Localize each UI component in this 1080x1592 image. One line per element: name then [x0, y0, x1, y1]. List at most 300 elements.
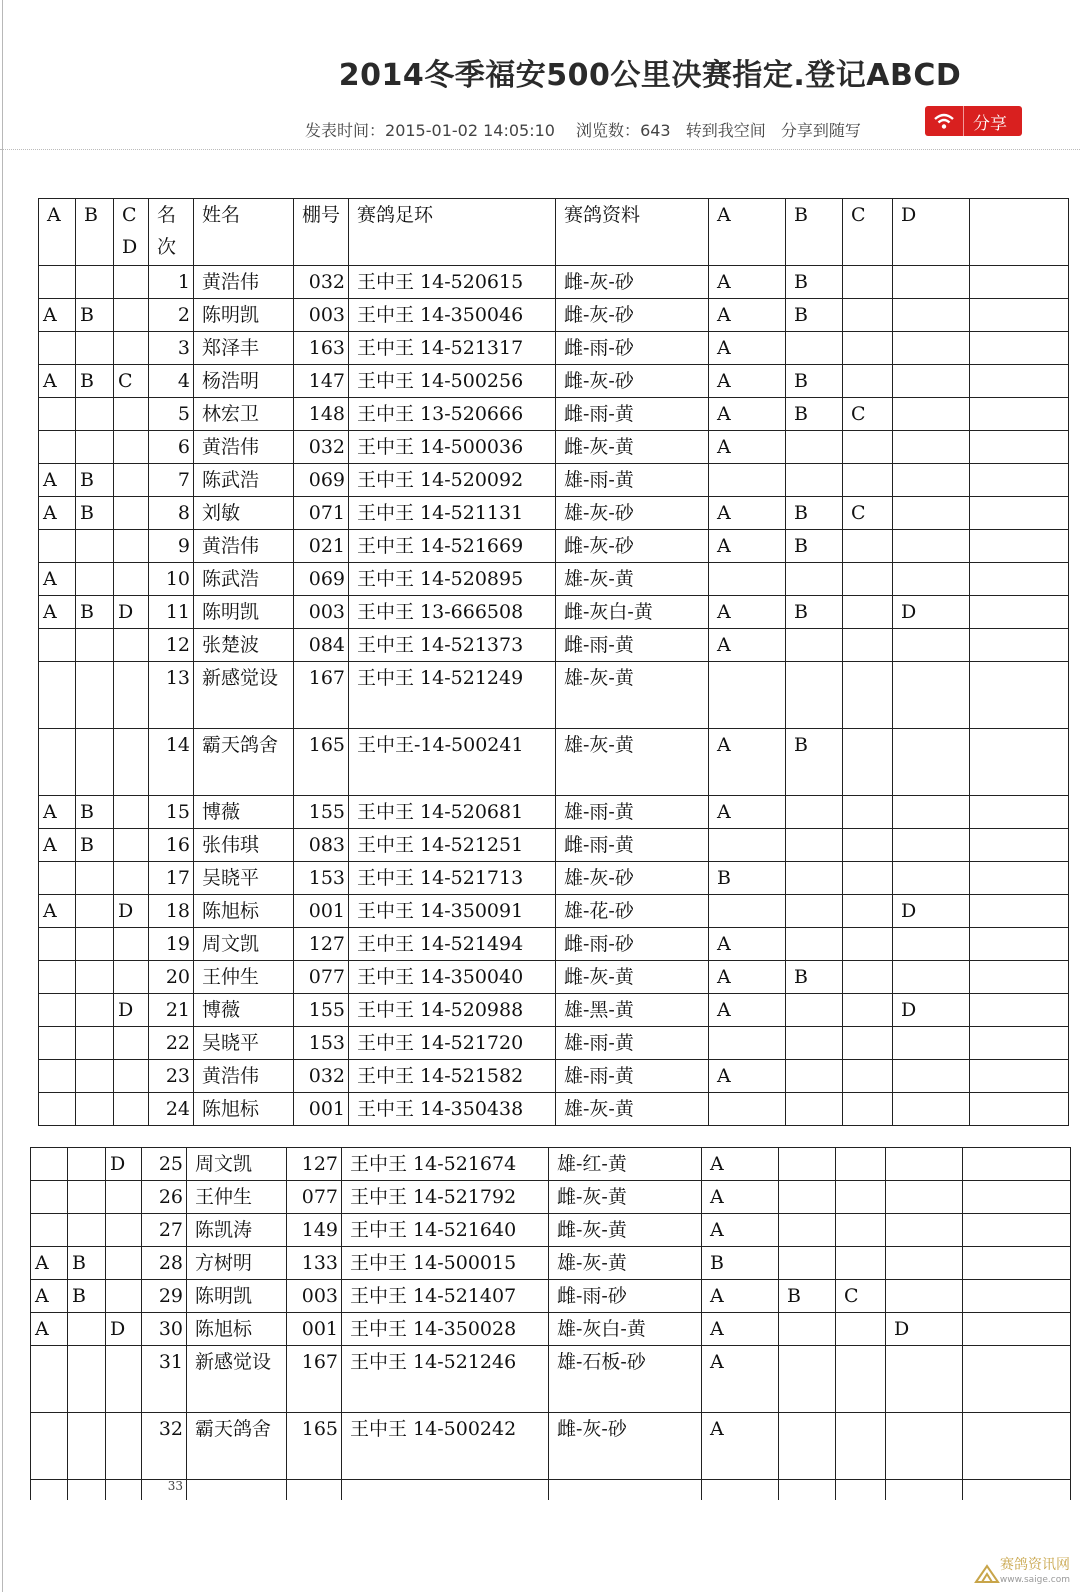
col-a — [31, 1181, 68, 1214]
col-a — [39, 431, 76, 464]
col-loft: 003 — [294, 299, 349, 332]
col-ring: 王中王 13-666508 — [349, 596, 556, 629]
col-name: 陈明凯 — [194, 299, 294, 332]
col-a: A — [39, 497, 76, 530]
col-reg-d — [893, 1060, 970, 1093]
col-reg-a: A — [702, 1346, 779, 1413]
col-reg-b — [786, 829, 843, 862]
col-ring: 王中王 14-521582 — [349, 1060, 556, 1093]
table-row — [31, 1214, 1071, 1247]
table-row — [31, 1181, 1071, 1214]
col-reg-d — [893, 796, 970, 829]
col-info: 雌-灰-黄 — [556, 961, 709, 994]
col-rank: 13 — [149, 662, 194, 729]
col-reg-c — [843, 299, 893, 332]
col-reg-d — [893, 662, 970, 729]
col-rank: 5 — [149, 398, 194, 431]
col-reg-d — [893, 629, 970, 662]
share-button[interactable] — [925, 106, 1022, 136]
col-name: 吴晓平 — [194, 862, 294, 895]
col-name: 姓名 — [194, 199, 294, 266]
col-rank: 6 — [149, 431, 194, 464]
col-extra — [970, 431, 1069, 464]
col-b: B — [76, 365, 114, 398]
col-loft: 165 — [287, 1413, 342, 1480]
col-reg-a: A — [702, 1148, 779, 1181]
col-a — [39, 1060, 76, 1093]
col-reg-c — [843, 464, 893, 497]
col-info: 雌-雨-黄 — [556, 398, 709, 431]
col-extra — [970, 299, 1069, 332]
table-row — [39, 1027, 1069, 1060]
col-name: 郑泽丰 — [194, 332, 294, 365]
col-reg-a: A — [709, 497, 786, 530]
col-b — [68, 1313, 106, 1346]
col-reg-d — [893, 530, 970, 563]
col-cd — [114, 796, 149, 829]
col-extra — [970, 629, 1069, 662]
col-ring: 王中王 14-521720 — [349, 1027, 556, 1060]
col-name: 周文凯 — [194, 928, 294, 961]
col-reg-a: A — [709, 629, 786, 662]
col-reg-d — [893, 729, 970, 796]
col-reg-a — [709, 662, 786, 729]
col-reg-b: B — [786, 961, 843, 994]
col-reg-d — [886, 1247, 963, 1280]
col-extra — [970, 398, 1069, 431]
col-rank: 15 — [149, 796, 194, 829]
col-reg-c — [843, 431, 893, 464]
col-a — [39, 1093, 76, 1126]
col-name: 陈明凯 — [194, 596, 294, 629]
col-cd: D — [114, 994, 149, 1027]
col-reg-a: A — [709, 994, 786, 1027]
col-ring: 王中王 14-350028 — [342, 1313, 549, 1346]
col-cd — [106, 1346, 142, 1413]
col-reg-c — [836, 1313, 886, 1346]
col-loft: 003 — [294, 596, 349, 629]
table-row — [39, 1060, 1069, 1093]
col-loft: 032 — [294, 1060, 349, 1093]
col-ring: 王中王 14-520988 — [349, 994, 556, 1027]
col-info: 雄-灰-黄 — [556, 729, 709, 796]
col-cd — [106, 1214, 142, 1247]
col-info: 雄-灰-黄 — [556, 1093, 709, 1126]
col-name: 王仲生 — [194, 961, 294, 994]
col-b: B — [76, 497, 114, 530]
col-loft: 165 — [294, 729, 349, 796]
col-reg-c — [843, 1027, 893, 1060]
col-reg-d — [893, 365, 970, 398]
col-reg-d — [893, 1027, 970, 1060]
table-row — [39, 961, 1069, 994]
table-row — [39, 464, 1069, 497]
col-rank: 22 — [149, 1027, 194, 1060]
header-divider — [0, 149, 1080, 150]
col-loft: 001 — [287, 1313, 342, 1346]
col-cd — [106, 1480, 142, 1500]
col-info: 赛鸽资料 — [556, 199, 709, 266]
col-a — [39, 629, 76, 662]
col-b — [76, 862, 114, 895]
col-reg-b — [779, 1413, 836, 1480]
col-info: 雄-黑-黄 — [556, 994, 709, 1027]
col-info — [549, 1480, 702, 1500]
col-extra — [963, 1148, 1071, 1181]
col-reg-b — [786, 1060, 843, 1093]
col-a: A — [39, 895, 76, 928]
col-cd — [114, 662, 149, 729]
col-info: 雌-雨-黄 — [556, 629, 709, 662]
col-reg-d — [893, 961, 970, 994]
col-info: 雌-雨-砂 — [556, 332, 709, 365]
col-reg-d: D — [893, 895, 970, 928]
table-row — [39, 729, 1069, 796]
col-reg-c — [836, 1148, 886, 1181]
col-info: 雌-雨-黄 — [556, 829, 709, 862]
col-reg-c — [843, 829, 893, 862]
col-reg-a: A — [702, 1181, 779, 1214]
col-reg-d — [893, 266, 970, 299]
col-a — [39, 862, 76, 895]
col-a: A — [31, 1280, 68, 1313]
col-info: 雄-花-砂 — [556, 895, 709, 928]
col-cd — [114, 266, 149, 299]
col-b — [76, 332, 114, 365]
col-name: 吴晓平 — [194, 1027, 294, 1060]
col-cd: D — [114, 895, 149, 928]
col-reg-b: B — [786, 398, 843, 431]
share-suibi-link[interactable]: 分享到随写 — [780, 121, 861, 140]
table-row — [39, 928, 1069, 961]
col-rank: 33 — [142, 1480, 187, 1500]
share-wifi-icon — [925, 106, 964, 136]
col-b — [68, 1346, 106, 1413]
col-reg-d: D — [886, 1313, 963, 1346]
col-reg-c — [843, 928, 893, 961]
col-extra — [970, 928, 1069, 961]
col-name: 陈武浩 — [194, 464, 294, 497]
col-cd: D — [106, 1313, 142, 1346]
col-cd — [114, 928, 149, 961]
col-ring: 王中王 14-500242 — [342, 1413, 549, 1480]
col-reg-a: A — [709, 530, 786, 563]
col-cd — [114, 1093, 149, 1126]
col-a — [39, 928, 76, 961]
col-ring: 王中王 14-521317 — [349, 332, 556, 365]
col-rank: 21 — [149, 994, 194, 1027]
col-cd — [114, 530, 149, 563]
col-name: 陈旭标 — [194, 895, 294, 928]
table-row — [31, 1148, 1071, 1181]
page-left-border — [2, 0, 3, 1592]
col-b — [76, 1060, 114, 1093]
col-cd — [106, 1247, 142, 1280]
col-b — [68, 1413, 106, 1480]
col-a: A — [31, 1313, 68, 1346]
col-reg-b — [786, 796, 843, 829]
col-name: 黄浩伟 — [194, 431, 294, 464]
col-info: 雄-灰白-黄 — [549, 1313, 702, 1346]
col-reg-d — [893, 928, 970, 961]
col-extra — [970, 563, 1069, 596]
col-ring: 王中王 14-500015 — [342, 1247, 549, 1280]
col-reg-c — [836, 1247, 886, 1280]
col-reg-a: A — [702, 1413, 779, 1480]
col-a — [31, 1480, 68, 1500]
col-extra — [970, 994, 1069, 1027]
col-a: A — [39, 199, 76, 266]
col-name: 霸天鸽舍 — [187, 1413, 287, 1480]
col-rank: 3 — [149, 332, 194, 365]
col-reg-d — [886, 1148, 963, 1181]
col-reg-b — [786, 994, 843, 1027]
col-loft: 棚号 — [294, 199, 349, 266]
table-row — [39, 829, 1069, 862]
col-a — [39, 530, 76, 563]
col-reg-c — [843, 530, 893, 563]
col-rank: 30 — [142, 1313, 187, 1346]
col-name: 王仲生 — [187, 1181, 287, 1214]
col-ring: 王中王 14-521640 — [342, 1214, 549, 1247]
col-reg-b: B — [786, 266, 843, 299]
col-reg-c — [843, 596, 893, 629]
col-name: 霸天鸽舍 — [194, 729, 294, 796]
col-cd — [114, 464, 149, 497]
col-reg-c — [836, 1181, 886, 1214]
col-b — [68, 1480, 106, 1500]
col-reg-a — [709, 1093, 786, 1126]
col-a — [31, 1148, 68, 1181]
col-reg-a: A — [709, 596, 786, 629]
col-reg-d — [893, 829, 970, 862]
col-extra — [970, 961, 1069, 994]
col-cd — [114, 1060, 149, 1093]
col-ring: 王中王 14-500036 — [349, 431, 556, 464]
col-loft: 021 — [294, 530, 349, 563]
col-extra — [963, 1346, 1071, 1413]
col-rank: 名次 — [149, 199, 194, 266]
col-reg-b — [779, 1346, 836, 1413]
col-ring: 王中王-14-500241 — [349, 729, 556, 796]
col-a — [39, 994, 76, 1027]
col-loft: 071 — [294, 497, 349, 530]
col-reg-b — [786, 895, 843, 928]
views-count: 643 — [640, 121, 671, 140]
col-extra — [970, 1027, 1069, 1060]
col-reg-a — [709, 895, 786, 928]
col-cd: D — [106, 1148, 142, 1181]
col-reg-c — [843, 1093, 893, 1126]
col-loft: 069 — [294, 464, 349, 497]
share-button-label: 分享 — [973, 113, 1007, 134]
col-name: 张楚波 — [194, 629, 294, 662]
col-a: A — [39, 563, 76, 596]
col-loft: 001 — [294, 1093, 349, 1126]
col-loft: 148 — [294, 398, 349, 431]
col-ring: 王中王 14-521251 — [349, 829, 556, 862]
col-a: A — [39, 829, 76, 862]
col-rank: 12 — [149, 629, 194, 662]
table-row — [31, 1247, 1071, 1280]
col-extra — [970, 796, 1069, 829]
col-name: 林宏卫 — [194, 398, 294, 431]
col-b: B — [76, 199, 114, 266]
col-reg-c — [836, 1346, 886, 1413]
watermark-name: 赛鸽资讯网 — [1000, 1557, 1070, 1573]
page-title: 2014冬季福安500公里决赛指定.登记ABCD — [338, 58, 962, 93]
col-reg-a — [709, 563, 786, 596]
col-reg-b — [786, 332, 843, 365]
col-b — [76, 629, 114, 662]
col-b: B — [76, 796, 114, 829]
col-a — [31, 1214, 68, 1247]
col-cd — [106, 1181, 142, 1214]
col-reg-d — [886, 1181, 963, 1214]
col-rank: 29 — [142, 1280, 187, 1313]
col-reg-c — [843, 266, 893, 299]
col-reg-c — [843, 662, 893, 729]
col-a — [31, 1413, 68, 1480]
col-b — [76, 398, 114, 431]
col-b — [76, 563, 114, 596]
col-name: 黄浩伟 — [194, 530, 294, 563]
col-rank: 23 — [149, 1060, 194, 1093]
col-name: 张伟琪 — [194, 829, 294, 862]
col-reg-b — [786, 662, 843, 729]
col-reg-b — [779, 1480, 836, 1500]
col-b — [68, 1181, 106, 1214]
table-row — [39, 1093, 1069, 1126]
col-name: 新感觉设 — [187, 1346, 287, 1413]
col-reg-d — [886, 1413, 963, 1480]
table-row — [39, 596, 1069, 629]
col-ring — [342, 1480, 549, 1500]
table-row — [31, 1313, 1071, 1346]
col-a — [39, 266, 76, 299]
col-info: 雄-雨-黄 — [556, 1060, 709, 1093]
col-ring: 王中王 14-350040 — [349, 961, 556, 994]
col-reg-b — [779, 1313, 836, 1346]
col-info: 雄-灰-黄 — [556, 662, 709, 729]
col-b: B — [76, 464, 114, 497]
col-loft: 155 — [294, 994, 349, 1027]
col-name: 方树明 — [187, 1247, 287, 1280]
col-info: 雌-灰-砂 — [556, 530, 709, 563]
col-loft: 155 — [294, 796, 349, 829]
col-extra — [970, 1093, 1069, 1126]
col-reg-a: A — [702, 1214, 779, 1247]
col-info: 雄-雨-黄 — [556, 464, 709, 497]
col-name — [187, 1480, 287, 1500]
col-ring: 王中王 14-521249 — [349, 662, 556, 729]
col-cd — [114, 729, 149, 796]
table-row — [31, 1413, 1071, 1480]
col-info: 雌-灰-砂 — [556, 266, 709, 299]
col-info: 雄-灰-砂 — [556, 497, 709, 530]
col-b — [76, 1093, 114, 1126]
col-rank: 7 — [149, 464, 194, 497]
col-rank: 11 — [149, 596, 194, 629]
col-info: 雌-灰-砂 — [549, 1413, 702, 1480]
col-loft: 032 — [294, 266, 349, 299]
col-rank: 28 — [142, 1247, 187, 1280]
col-reg-c — [843, 332, 893, 365]
col-ring: 王中王 14-521494 — [349, 928, 556, 961]
col-ring: 王中王 14-521669 — [349, 530, 556, 563]
col-rank: 27 — [142, 1214, 187, 1247]
col-reg-c — [843, 729, 893, 796]
col-reg-a — [709, 829, 786, 862]
col-reg-b — [786, 862, 843, 895]
col-reg-d — [886, 1480, 963, 1500]
col-ring: 王中王 14-521674 — [342, 1148, 549, 1181]
publish-label: 发表时间： — [305, 121, 386, 140]
col-reg-b: B — [786, 530, 843, 563]
col-info: 雄-灰-砂 — [556, 862, 709, 895]
col-b: B — [76, 596, 114, 629]
col-loft: 032 — [294, 431, 349, 464]
col-reg-c — [836, 1480, 886, 1500]
table-row-partial — [31, 1480, 1071, 1500]
table-row — [39, 299, 1069, 332]
col-reg-d — [886, 1346, 963, 1413]
col-ring: 王中王 14-520615 — [349, 266, 556, 299]
col-reg-a: A — [709, 928, 786, 961]
col-info: 雌-灰-黄 — [556, 431, 709, 464]
col-reg-d — [893, 431, 970, 464]
to-my-space-link[interactable]: 转到我空间 — [685, 121, 766, 140]
col-extra — [970, 1060, 1069, 1093]
col-ring: 王中王 14-521713 — [349, 862, 556, 895]
col-loft: 167 — [287, 1346, 342, 1413]
col-a: A — [39, 464, 76, 497]
post-meta — [305, 118, 871, 141]
col-reg-c: C — [843, 398, 893, 431]
col-b — [76, 994, 114, 1027]
col-a: A — [39, 796, 76, 829]
col-info: 雌-灰-砂 — [556, 299, 709, 332]
views-label: 浏览数： — [576, 121, 641, 140]
col-reg-a: A — [709, 266, 786, 299]
table-row — [39, 862, 1069, 895]
col-reg-b — [786, 464, 843, 497]
col-reg-a: A — [709, 332, 786, 365]
table-row — [39, 497, 1069, 530]
col-cd — [114, 497, 149, 530]
table-row — [39, 199, 1069, 266]
col-reg-a: A — [709, 299, 786, 332]
col-reg-c — [836, 1214, 886, 1247]
col-reg-c — [836, 1413, 886, 1480]
table-row — [31, 1280, 1071, 1313]
col-reg-d — [893, 299, 970, 332]
col-reg-a: A — [709, 961, 786, 994]
col-cd: D — [114, 596, 149, 629]
col-b — [68, 1214, 106, 1247]
col-loft: 084 — [294, 629, 349, 662]
col-reg-d: D — [893, 596, 970, 629]
col-a: A — [39, 299, 76, 332]
col-extra — [970, 895, 1069, 928]
col-a — [39, 398, 76, 431]
col-b: B — [76, 299, 114, 332]
col-loft: 153 — [294, 862, 349, 895]
col-info: 雌-雨-砂 — [556, 928, 709, 961]
col-extra — [963, 1480, 1071, 1500]
col-loft: 163 — [294, 332, 349, 365]
col-ring: 王中王 14-520092 — [349, 464, 556, 497]
